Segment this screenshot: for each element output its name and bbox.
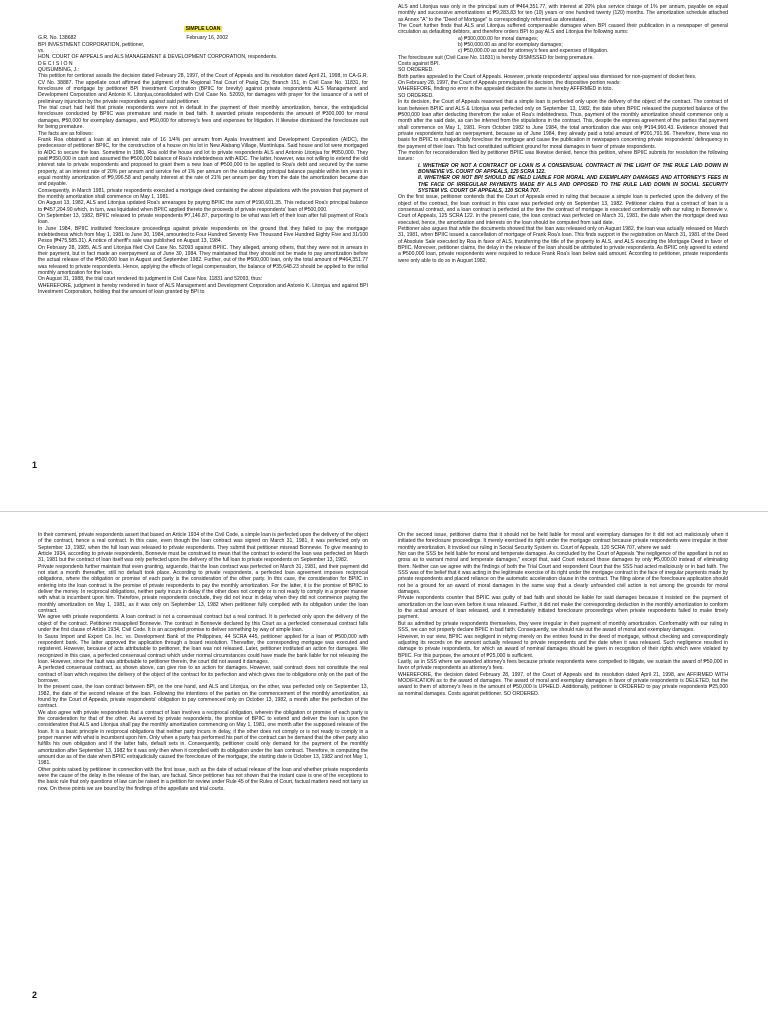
decision-label: D E C I S I O N [38, 60, 73, 67]
page2-right-column [398, 532, 728, 1002]
paragraph: On February 28, 1997, the Court of Appeals promulgated its decision, the dispositive portion reads: [398, 80, 621, 87]
paragraph: Other points raised by petitioner in connection with the first issue, such as the date of actual release of the loan and whether private respondents were the cause of the delay in the release of the loan, are factual. Since petitioner has not shown that the instant case is one of the exceptions to the basic rule that only questions of law can be raised in a petition for review under Rule 45 of the Rules of Court, factual matters need not tarry us now. On these points we are bound by the findings of the appellate and trial courts. [38, 766, 368, 792]
parties-respondents: HON. COURT OF APPEALS and ALS MANAGEMENT & DEVELOPMENT CORPORATION, respondents. [38, 54, 278, 61]
paragraph: I. WHETHER OR NOT A CONTRACT OF LOAN IS A CONSENSUAL CONTRACT IN THE LIGHT OF THE RULE LAID DOWN IN BONNEVIE VS. COURT OF APPEALS, 125 SCRA 122. [418, 162, 728, 175]
paragraph: But as admitted by private respondents themselves, they were irregular in their payment of monthly amortization. Conformably with our ruling in SSS, we can not properly declare BPIIC in bad faith. Consequently, we should rule out the award of moral and exemplary damages. [398, 620, 728, 634]
paragraph: A perfected consensual contract, as shown above, can give rise to an action for damages. However, said contract does not constitute the real contract of loan which requires the delivery of the object of the contract for its perfection and which gives rise to obligations only on the part of the borrower. [38, 665, 368, 684]
versus-label: vs. [38, 48, 45, 55]
paragraph: On the second issue, petitioner claims that it should not be held liable for moral and exemplary damages for it did not act maliciously when it initiated the foreclosure proceedings. It merely exercised its right under the mortgage contract because private respondents were irregular in their monthly amortization. It invoked our ruling in Social Security System vs. Court of Appeals, 120 SCRA 707, where we said: [398, 532, 728, 551]
paragraph: The Court further finds that ALS and Litonjua suffered compensable damages when BPI caused their publication in a newspaper of general circulation as defaulting debtors, and therefore orders BPI to pay ALS and Litonjua the following sums: [398, 23, 728, 36]
paragraph: SO ORDERED. [398, 92, 434, 99]
page1-right-column [398, 4, 728, 474]
paragraph: The facts are as follows: [38, 130, 93, 137]
issues-list [398, 163, 728, 195]
paragraph: c) ₱50,000.00 as and for attorney's fees and expenses of litigation. [458, 48, 609, 55]
gr-number: G.R. No. 138682 [38, 35, 77, 42]
right-paragraphs-3 [398, 194, 728, 264]
paragraph: II. WHETHER OR NOT BPI SHOULD BE HELD LIABLE FOR MORAL AND EXEMPLARY DAMAGES AND ATTORNEY'S FEES IN THE FACE OF IRREGULAR PAYMENTS MADE BY ALS AND OPPOSED TO THE RULE LAID DOWN IN SOCIAL SECURITY SYSTEM VS. COURT OF APPEALS, 120 SCRA 707. [418, 175, 728, 194]
paragraph: The foreclosure suit (Civil Case No. 11831) is hereby DISMISSED for being premature. [398, 54, 594, 61]
paragraph: This petition for certiorari assails the decision dated February 28, 1997, of the Court of Appeals and its resolution dated April 21, 1998, in CA-G.R. CV No. 38887. The appellate court affirmed the judgment of the Regional Trial Court of Pasig City, Branch 151, in Civil Case No. 11831, for foreclosure of mortgage by petitioner BPI Investment Corporation (BPIIC for brevity) against private respondents ALS Management and Development Corporation and Antonio K. Litonjua,consolidated with Civil Case No. 52093, for damages with prayer for the issuance of a writ of preliminary injunction by the private respondents against said petitioner. [38, 73, 368, 105]
paragraph: Nor can the SSS be held liable for moral and temperate damages. As concluded by the Court of Appeals "the negligence of the appellant is not so gross as to warrant moral and temperate damages," except that, said Court reduced those damages by only ₱5,000.00 instead of eliminating them. Neither can we agree with the findings of both the Trial Court and respondent Court that the SSS had acted maliciously or in bad faith. The SSS was of the belief that it was acting in the legitimate exercise of its right under the mortgage contract in the face of irregular payments made by private respondents and placed reliance on the automatic acceleration clause in the contract. The filing alone of the foreclosure application should not be a ground for an award of moral damages in the same way that a clearly unfounded civil action is not among the grounds for moral damages. [398, 551, 728, 596]
document-page-2 [0, 512, 768, 1024]
paragraph: However, in our view, BPIIC was negligent in relying merely on the entries found in the deed of mortgage, without checking and correspondingly adjusting its records on the amount actually released to private respondents and the date when it was released. Such negligence resulted in damage to private respondents, for which an award of nominal damages should be given in recognition of their rights which were violated by BPIIC. For this purpose, the amount of ₱25,000 is sufficient. [398, 633, 728, 659]
paragraph: In June 1984, BPIIC instituted foreclosure proceedings against private respondents on the ground that they failed to pay the mortgage indebtedness which from May 1, 1981 to June 30, 1984, amounted to Four Hundred Seventy Five Thousand Five Hundred Eighty Five and 31/100 Pesos (₱475,585.31). A notice of sheriff's sale was published on August 13, 1984. [38, 225, 368, 245]
paragraph: In the present case, the loan contract between BPI, on the one hand, and ALS and Litonjua, on the other, was perfected only on September 13, 1982, the date of the second release of the loan. Following the intentions of the parties on the commencement of the monthly amortization, as found by the Court of Appeals, private respondents' obligation to pay commenced only on October 13, 1982, a month after the perfection of the contract. [38, 684, 368, 710]
paragraph: Costs against BPI. [398, 61, 440, 68]
decision-date: February 16, 2002 [186, 35, 228, 42]
paragraph: Lastly, as in SSS where we awarded attorney's fees because private respondents were compelled to litigate, we sustain the award of ₱50,000 in favor of private respondents as attorney's fees. [398, 658, 728, 672]
paragraph: Petitioner also argues that while the documents showed that the loan was released only on August 1982, the loan was actually released on March 31, 1981, when BPIIC issued a cancellation of mortgage of Frank Roa's loan. This finds support in the registration on March 31, 1981 of the Deed of Absolute Sale executed by Roa in favor of ALS, transferring the title of the property to ALS, and ALS executing the Mortgage Deed in favor of BPIIC. Moreover, petitioner claims, the delay in the release of the loan should be attributed to private respondents. As BPIIC only agreed to extend a ₱500,000 loan, private respondents were required to reduce Frank Roa's loan below said amount. According to petitioner, private respondents were only able to do so in August 1982. [398, 226, 728, 264]
paragraph: The trial court had held that private respondents were not in default in the payment of their monthly amortization, hence, the extrajudicial foreclosure conducted by BPIIC was premature and made in bad faith. It awarded private respondents the amount of ₱300,000 for moral damages, ₱50,000 for exemplary damages, and ₱50,000 for attorney's fees and expenses for litigation. It likewise dismissed the foreclosure suit for being premature. [38, 105, 368, 131]
paragraph: In its decision, the Court of Appeals reasoned that a simple loan is perfected only upon the delivery of the object of the contract. The contract of loan between BPIIC and ALS & Litonjua was perfected only on September 13, 1982, the date when BPIIC released the purported balance of the ₱500,000 loan after deducting therefrom the value of Roa's indebtedness. Thus, payment of the monthly amortization should commence only a month after the said date, as can be inferred from the stipulations in the contract. This, despite the express agreement of the parties that payment shall commence on May 1, 1981. From October 1982 to June 1984, the total amortization due was only ₱194,960.43. Evidence showed that private respondents had an overpayment, because as of June 1984, they already paid a total amount of ₱201,791.96. Therefore, there was no basis for BPIIC to extrajudicially foreclose the mortgage and cause the publication in newspapers concerning private respondents' delinquency in the payment of their loan. This fact constituted sufficient ground for moral damages in favor of private respondents. [398, 99, 728, 150]
paragraph: a) ₱300,000.00 for moral damages; [458, 35, 539, 42]
parties-petitioner: BPI INVESTMENT CORPORATION, petitioner, [38, 41, 145, 48]
paragraph: WHEREFORE, judgment is hereby rendered in favor of ALS Management and Development Corporation and Antonio K. Litonjua and against BPI Investment Corporation, holding that the amount of loan granted by BPI to [38, 282, 368, 296]
paragraph: We agree with private respondents. A loan contract is not a consensual contract but a real contract. It is perfected only upon the delivery of the object of the contract. Petitioner misapplied Bonnevie. The contract in Bonnevie declared by this Court as a perfected consensual contract falls under the first clause of Article 1934, Civil Code. It is an accepted promise to deliver something by way of simple loan. [38, 614, 368, 634]
right-paragraphs [398, 4, 728, 36]
ponente: QUISUMBING, J.: [38, 67, 80, 74]
paragraph: Both parties appealed to the Court of Appeals. However, private respondents' appeal was dismissed for non-payment of docket fees. [398, 73, 697, 80]
paragraph: Private respondents counter that BPIIC was guilty of bad faith and should be liable for said damages because it insisted on the payment of amortization on the loan even before it was released. Further, it did not make the corresponding deduction in the monthly amortization to conform to the actual amount of loan released, and it immediately initiated foreclosure proceedings when private respondents failed to make timely payment. [398, 595, 728, 621]
paragraph: WHEREFORE, finding no error in the appealed decision the same is hereby AFFIRMED in toto. [398, 86, 613, 93]
left-paragraphs [38, 532, 368, 792]
right-paragraphs-2 [398, 55, 728, 163]
paragraph: b) ₱50,000.00 as and for exemplary damages; [458, 42, 563, 49]
paragraph: WHEREFORE, the decision dated February 28, 1997, of the Court of Appeals and its resolution dated April 21, 1998, are AFFIRMED WITH MODIFICATION as to the award of damages. The award of moral and exemplary damages in favor of private respondents is DELETED, but the award to them of attorney's fees in the amount of ₱50,000 is UPHELD. Additionally, petitioner is ORDERED to pay private respondents ₱25,000 as nominal damages. Costs against petitioner. SO ORDERED. [398, 671, 728, 697]
left-paragraphs [38, 73, 368, 295]
paragraph: The motion for reconsideration filed by petitioner BPIIC was likewise denied, hence this petition, where BPIIC submits for resolution the following issues: [398, 149, 728, 163]
paragraph: On September 13, 1982, BPIIC released to private respondents ₱7,146.87, purporting to be what was left of their loan after full payment of Roa's loan. [38, 212, 368, 226]
page-number: 2 [32, 990, 38, 1000]
paragraph: On August 31, 1988, the trial court rendered its judgment in Civil Case Nos. 11831 and 52093, thus: [38, 276, 263, 283]
paragraph: In Saura Import and Export Co. Inc. vs. Development Bank of the Philippines, 44 SCRA 445, petitioner applied for a loan of ₱500,000 with respondent bank. The latter approved the application through a board resolution. Thereafter, the corresponding mortgage was executed and registered. However, because of acts attributable to petitioner, the loan was not released. Later, petitioner instituted an action for damages. We recognized in this case, a perfected consensual contract which under normal circumstances could have made the bank liable for not releasing the loan. However, since the fault was attributable to petitioner therein, the court did not award it damages. [38, 633, 368, 665]
paragraph: ALS and Litonjua was only in the principal sum of ₱464,351.77, with interest at 20% plus service charge of 1% per annum, payable on equal monthly and successive amortizations at ₱9,283.83 for ten (10) years or one hundred twenty (120) months. The amortization schedule attached as Annex "A" to the "Deed of Mortgage" is correspondingly reformed as aforestated. [398, 4, 728, 23]
page2-left-column [38, 532, 368, 1002]
paragraph: SO ORDERED. [398, 67, 434, 74]
damages-list [398, 36, 728, 55]
paragraph: We also agree with private respondents that a contract of loan involves a reciprocal obligation, wherein the obligation or promise of each party is the consideration for that of the other. As averred by private respondents, the promise of BPIIC to extend and deliver the loan is upon the consideration that ALS and Litonjua shall pay the monthly amortization commencing on May 1, 1981, one month after the supposed release of the loan. It is a basic principle in reciprocal obligations that neither party incurs in delay, if the other does not comply or is not ready to comply in a proper manner with what is incumbent upon him. Only when a party has performed his part of the contract can he demand that the other party also fulfills his own obligation and if the latter fails, default sets in. Consequently, petitioner could only demand for the payment of the monthly amortization after September 13, 1982 for it was only then when it complied with its obligation under the loan contract. Therefore, in computing the amount due as of the date when BPIIC extrajudicially caused the foreclosure of the mortgage, the starting date is October 13, 1982 and not May 1, 1981. [38, 709, 368, 767]
paragraph: Private respondents further maintain that even granting, arguendo, that the loan contract was perfected on March 31, 1981, and their payment did not start a month thereafter, still no default took place. According to private respondents, a perfected loan agreement imposes reciprocal obligations, where the obligation or promise of each party is the consideration of the other party. In this case, the consideration for BPIIC in entering into the loan contract is the promise of private respondents to pay the monthly amortization. For the latter, it is the promise of BPIIC to deliver the money. In reciprocal obligations, neither party incurs in delay if the other does not comply or is not ready to comply in a proper manner with what is incumbent upon him. Therefore, private respondents conclude, they did not incur in delay when they did not commence paying the monthly amortization on May 1, 1981, as it was only on September 13, 1982 when petitioner fully complied with its obligation under the loan contract. [38, 563, 368, 615]
paragraph: Consequently, in March 1981, private respondents executed a mortgage deed containing the above stipulations with the provision that payment of the monthly amortization shall commence on May 1, 1981. [38, 187, 368, 200]
page-number: 1 [32, 460, 38, 470]
document-title: SIMPLE LOAN [185, 26, 221, 32]
right-paragraphs [398, 532, 728, 697]
paragraph: On February 28, 1985, ALS and Litonjua filed Civil Case No. 52093 against BPIIC. They alleged, among others, that they were not in arrears in their payment, but in fact made an overpayment as of June 30, 1984. They maintained that they should not be made to pay amortization before the actual release of the ₱500,000 loan in August and September 1982. Further, out of the ₱500,000 loan, only the total amount of ₱464,351.77 was released to private respondents. Hence, applying the effects of legal compensation, the balance of ₱35,648.23 should be applied to the initial monthly amortization for the loan. [38, 244, 368, 277]
paragraph: In their comment, private respondents assert that based on Article 1934 of the Civil Code, a simple loan is perfected upon the delivery of the object of the contract, hence a real contract. In this case, even though the loan contract was signed on March 31, 1981, it was perfected only on September 13, 1982, when the full loan was released to private respondents. They submit that petitioner misread Bonnevie. To give meaning to Article 1934, according to private respondents, Bonnevie must be construed to mean that the contract to extend the loan was perfected on March 31, 1981 but the contract of loan itself was only perfected upon the delivery of the full loan to private respondents on September 13, 1982. [38, 532, 368, 564]
paragraph: On August 13, 1982, ALS and Litonjua updated Roa's arrearages by paying BPIIC the sum of ₱190,601.35. This reduced Roa's principal balance to ₱457,204.90 which, in turn, was liquidated when BPIIC applied thereto the proceeds of private respondents' loan of ₱500,000. [38, 200, 368, 213]
paragraph: Frank Roa obtained a loan at an interest rate of 16 1/4% per annum from Ayala Investment and Development Corporation (AIDC), the predecessor of petitioner BPIIC, for the construction of a house on his lot in New Alabang Village, Muntinlupa. Said house and lot were mortgaged to AIDC to secure the loan. Sometime in 1980, Roa sold the house and lot to private respondents ALS and Antonio Litonjua for ₱850,000. They paid ₱350,000 in cash and assumed the ₱500,000 balance of Roa's indebtedness with AIDC. The latter, however, was not willing to extend the old interest rate to private respondents and proposed to grant them a new loan of ₱500,000 to be applied to Roa's debt and secured by the same property, at an interest rate of 20% per annum and service fee of 1% per annum on the outstanding principal balance payable within ten years in equal monthly amortization of ₱9,996.58 and penalty interest at the rate of 21% per annum per day from the date the amortization became due and payable. [38, 136, 368, 188]
paragraph: On the first issue, petitioner contends that the Court of Appeals erred in ruling that because a simple loan is perfected upon the delivery of the object of the contract, the loan contract in this case was perfected only on September 13, 1982. Petitioner claims that a contract of loan is a consensual contract, and a loan contract is perfected at the time the contract of mortgage is executed conformably with our ruling in Bonnevie v. Court of Appeals, 125 SCRA 122. In the present case, the loan contract was perfected on March 31, 1981, the date when the mortgage deed was executed, hence, the amortization and interests on the loan should be computed from said date. [398, 194, 728, 226]
page1-left-column [38, 26, 368, 456]
